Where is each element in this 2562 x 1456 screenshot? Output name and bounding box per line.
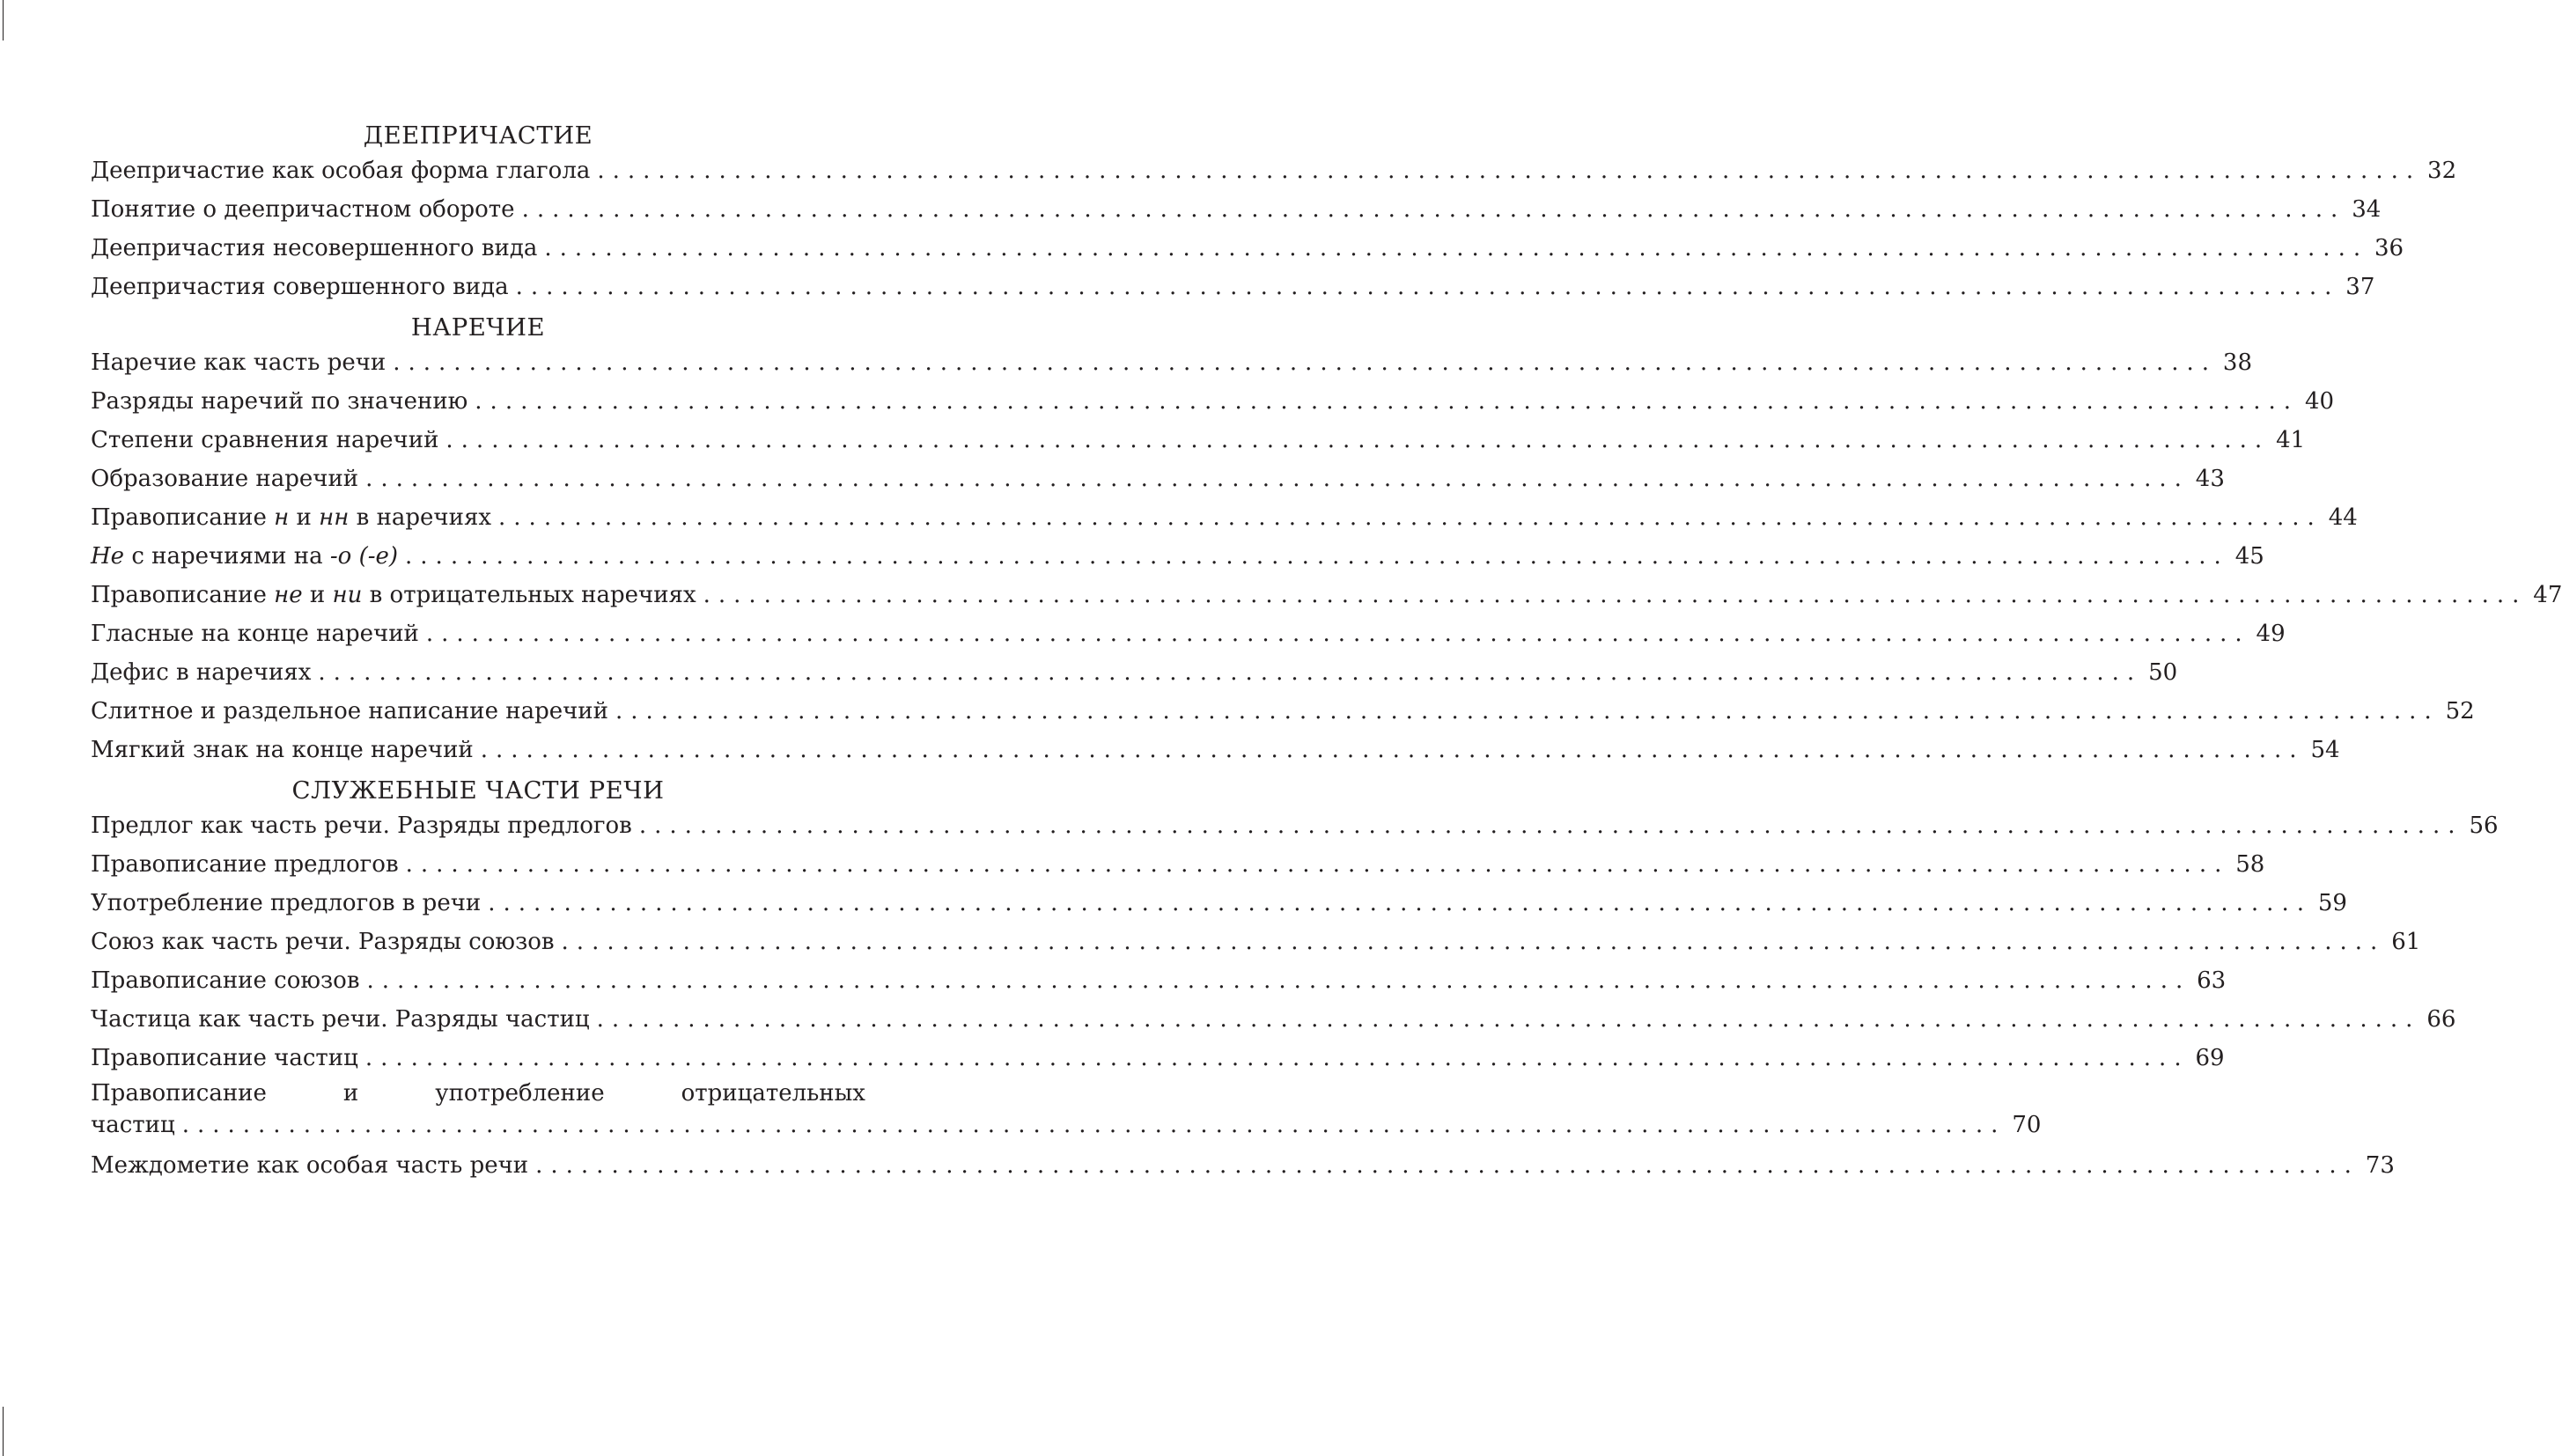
italic-term: н: [274, 504, 290, 531]
dot-leader: ........................................................................................................................: [515, 274, 2340, 300]
toc-entry-title: [91, 731, 474, 769]
crop-mark-top: [3, 0, 4, 40]
dot-leader: ........................................................................................................................: [393, 349, 2218, 376]
dot-leader: ........................................................................................................................: [445, 427, 2271, 453]
title-text: Гласные на конце наречий: [91, 621, 419, 647]
page-number: 54: [2310, 737, 2340, 763]
toc-entry[interactable]: [91, 1000, 2456, 1039]
title-text: Деепричастие как особая форма глагола: [91, 158, 591, 184]
toc-entry-title: [91, 382, 467, 421]
page-number: 47: [2533, 582, 2562, 608]
toc-entry-title: [91, 498, 491, 537]
title-text: Правописание предлогов: [91, 851, 399, 878]
page-number: 49: [2256, 621, 2286, 647]
toc-entry-title: [91, 343, 386, 382]
toc-entry[interactable]: [91, 806, 2499, 845]
toc-entry-title: [91, 1039, 358, 1077]
table-of-contents: [91, 120, 2562, 1185]
crop-mark-bottom: [3, 1407, 4, 1456]
toc-entry-title: [91, 806, 632, 845]
toc-entry-title: [91, 151, 590, 190]
toc-entry[interactable]: [91, 614, 2286, 653]
title-text: Разряды наречий по значению: [91, 388, 468, 415]
title-text: Мягкий знак на конце наречий: [91, 737, 474, 763]
toc-entry-title: [91, 961, 359, 1000]
toc-entry-title: [91, 190, 515, 229]
dot-leader: ........................................................................................................................: [703, 582, 2528, 608]
page-number: 66: [2426, 1006, 2456, 1033]
page-number: 56: [2469, 813, 2499, 839]
title-text: с наречиями на: [124, 543, 330, 570]
title-text: Степени сравнения наречий: [91, 427, 439, 453]
toc-entry-title: [91, 268, 509, 306]
title-text: Союз как часть речи. Разряды союзов: [91, 929, 555, 955]
title-text: Правописание: [91, 504, 275, 531]
italic-term: Не: [91, 543, 125, 570]
toc-entry[interactable]: [91, 343, 2253, 382]
toc-entry-word: Правописание: [91, 1080, 267, 1107]
title-text: Междометие как особая часть речи: [91, 1152, 529, 1179]
toc-entry[interactable]: [91, 923, 2421, 961]
toc-entry[interactable]: [91, 961, 2227, 1000]
title-text: Предлог как часть речи. Разряды предлогов: [91, 813, 632, 839]
page-number: 44: [2328, 504, 2358, 531]
dot-leader: ........................................................................................................................: [615, 698, 2440, 724]
page-number: 43: [2195, 466, 2225, 492]
dot-leader: ........................................................................................................................: [488, 890, 2312, 916]
dot-leader: ........................................................................................................................: [475, 388, 2300, 415]
dot-leader: ........................................................................................................................: [535, 1152, 2360, 1179]
page-number: 36: [2374, 235, 2404, 261]
section-title: СЛУЖЕБНЫЕ ЧАСТИ РЕЧИ: [291, 776, 665, 805]
toc-entry[interactable]: [91, 268, 2375, 306]
title-text: Слитное и раздельное написание наречий: [91, 698, 608, 724]
page-number: 41: [2276, 427, 2306, 453]
section-title: НАРЕЧИЕ: [410, 313, 546, 342]
toc-entry-title: [91, 537, 398, 576]
toc-entry-title: [91, 1000, 590, 1039]
title-text: Правописание союзов: [91, 967, 360, 994]
toc-entry[interactable]: [91, 1146, 2395, 1185]
toc-entry[interactable]: [91, 1077, 2042, 1146]
title-text: и: [289, 504, 320, 531]
title-text: Употребление предлогов в речи: [91, 890, 482, 916]
toc-entry-title: [91, 460, 358, 498]
toc-entry[interactable]: [91, 576, 2562, 614]
page-number: 34: [2352, 196, 2382, 223]
title-text: в отрицательных наречиях: [362, 582, 696, 608]
dot-leader: ........................................................................................................................: [498, 504, 2323, 531]
dot-leader: ........................................................................................................................: [597, 158, 2422, 184]
title-text: Правописание частиц: [91, 1045, 358, 1071]
italic-term: нн: [319, 504, 350, 531]
toc-entry[interactable]: [91, 229, 2404, 268]
toc-entry-word: употребление: [435, 1080, 605, 1107]
dot-leader: ........................................................................................................................: [181, 1112, 2006, 1138]
title-text: Частица как часть речи. Разряды частиц: [91, 1006, 590, 1033]
toc-entry[interactable]: [91, 498, 2358, 537]
title-text: и: [302, 582, 333, 608]
title-text: в наречиях: [349, 504, 492, 531]
page-number: 52: [2445, 698, 2475, 724]
italic-term: -о (-е): [329, 543, 399, 570]
dot-leader: ........................................................................................................................: [561, 929, 2386, 955]
title-text: Наречие как часть речи: [91, 349, 387, 376]
dot-leader: ........................................................................................................................: [480, 737, 2305, 763]
page-number: 58: [2235, 851, 2265, 878]
dot-leader: ........................................................................................................................: [544, 235, 2369, 261]
toc-entry[interactable]: [91, 653, 2178, 692]
dot-leader: ........................................................................................................................: [638, 813, 2463, 839]
page-number: 38: [2222, 349, 2253, 376]
toc-entry-title: [91, 923, 555, 961]
title-text: Образование наречий: [91, 466, 359, 492]
toc-entry[interactable]: [91, 460, 2225, 498]
toc-entry[interactable]: [91, 845, 2265, 884]
title-text: Деепричастия несовершенного вида: [91, 235, 538, 261]
toc-entry[interactable]: [91, 382, 2335, 421]
title-text: Правописание: [91, 582, 275, 608]
page-number: 61: [2391, 929, 2421, 955]
page-number: 70: [2012, 1112, 2042, 1138]
toc-entry[interactable]: [91, 884, 2347, 923]
page-number: 69: [2195, 1045, 2225, 1071]
page-number: 40: [2304, 388, 2335, 415]
toc-entry-title: [91, 653, 311, 692]
dot-leader: ........................................................................................................................: [425, 621, 2250, 647]
toc-entry[interactable]: [91, 421, 2306, 460]
section-title: ДЕЕПРИЧАСТИЕ: [363, 121, 593, 150]
toc-entry[interactable]: [91, 537, 2264, 576]
title-text: Понятие о деепричастном обороте: [91, 196, 515, 223]
toc-entry[interactable]: [91, 1039, 2225, 1077]
dot-leader: ........................................................................................................................: [366, 967, 2191, 994]
toc-entry-title: частиц: [91, 1112, 175, 1138]
toc-entry[interactable]: [91, 731, 2340, 769]
toc-entry-title: [91, 229, 537, 268]
dot-leader: ........................................................................................................................: [521, 196, 2346, 223]
toc-entry[interactable]: [91, 190, 2382, 229]
italic-term: не: [274, 582, 303, 608]
toc-entry-word: отрицательных: [681, 1080, 865, 1107]
toc-entry-title: [91, 692, 608, 731]
toc-entry[interactable]: [91, 151, 2457, 190]
toc-entry[interactable]: [91, 692, 2475, 731]
page-number: 37: [2345, 274, 2375, 300]
italic-term: ни: [332, 582, 363, 608]
toc-entry-title: [91, 884, 481, 923]
page-number: 32: [2427, 158, 2457, 184]
toc-entry-title-line: [91, 1077, 865, 1109]
dot-leader: ........................................................................................................................: [405, 851, 2230, 878]
page-number: 45: [2234, 543, 2264, 570]
toc-entry-title: [91, 845, 399, 884]
dot-leader: ........................................................................................................................: [596, 1006, 2421, 1033]
dot-leader: ........................................................................................................................: [405, 543, 2229, 570]
toc-entry-word: и: [342, 1080, 359, 1107]
toc-entry-title: [91, 1146, 528, 1185]
dot-leader: ........................................................................................................................: [364, 1045, 2190, 1071]
toc-entry-title: [91, 421, 438, 460]
title-text: Дефис в наречиях: [91, 659, 312, 686]
page-number: 63: [2197, 967, 2227, 994]
dot-leader: ........................................................................................................................: [318, 659, 2143, 686]
page-number: 73: [2365, 1152, 2395, 1179]
page-number: 50: [2148, 659, 2178, 686]
page-number: 59: [2317, 890, 2347, 916]
toc-entry-title: [91, 576, 696, 614]
dot-leader: ........................................................................................................................: [365, 466, 2190, 492]
title-text: Деепричастия совершенного вида: [91, 274, 509, 300]
toc-entry-title: [91, 614, 419, 653]
